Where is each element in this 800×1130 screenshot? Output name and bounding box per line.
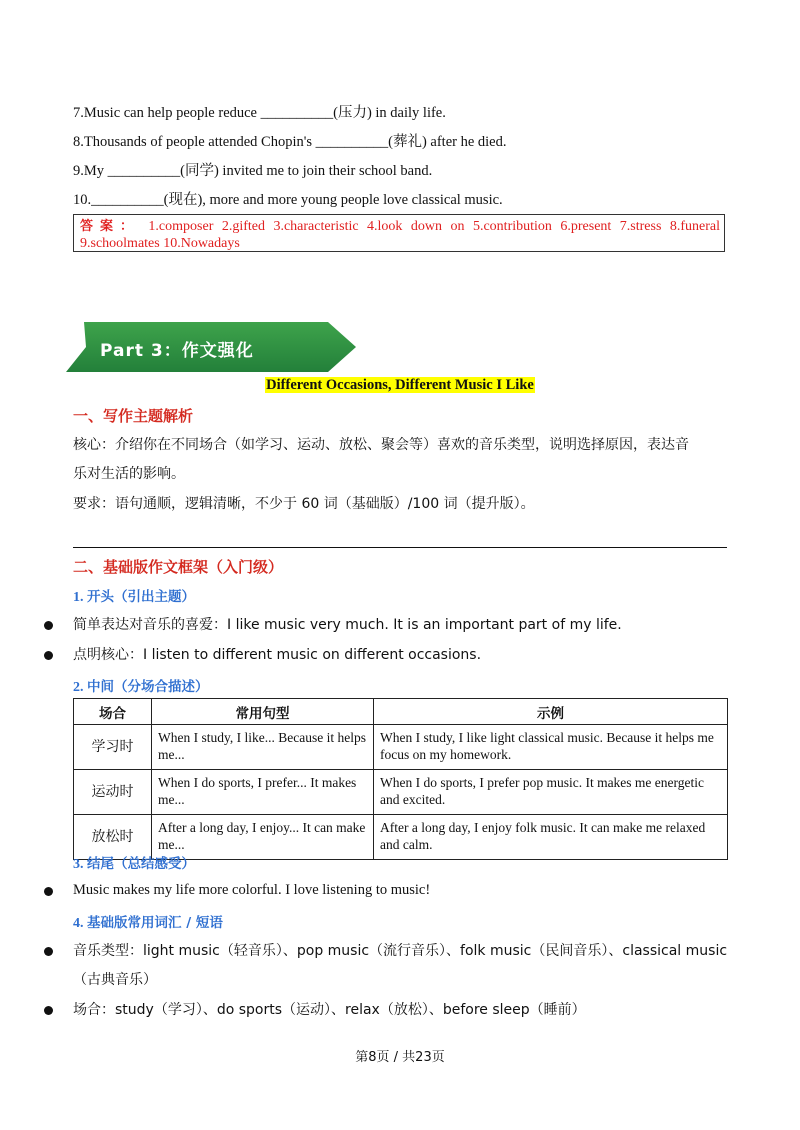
bullet-item-1-text: 简单表达对音乐的喜爱：I like music very much. It is an important part of my life.: [73, 617, 622, 633]
sub-heading-1: [73, 585, 195, 606]
table-header-example: 示例: [374, 699, 728, 725]
bullet-item-1: [73, 615, 622, 635]
table-cell-example: When I do sports, I prefer pop music. It makes me energetic and excited.: [374, 770, 728, 815]
core-line-2: 乐对生活的影响。: [73, 466, 185, 482]
table-cell-scene: 运动时: [74, 770, 152, 815]
core-line-1: 核心：介绍你在不同场合（如学习、运动、放松、聚会等）喜欢的音乐类型，说明选择原因，表达音: [73, 437, 689, 453]
bullet-dot: [44, 621, 53, 630]
table-cell-scene: 学习时: [74, 725, 152, 770]
bullet-dot: [44, 887, 53, 896]
essay-title-text: Different Occasions, Different Music I Like: [266, 377, 534, 393]
question-7: 7.Music can help people reduce __________(压力) in daily life.: [73, 105, 446, 121]
question-8: 8.Thousands of people attended Chopin's __________(葬礼) after he died.: [73, 134, 507, 150]
answer-content: [80, 218, 720, 252]
section1-heading: 一、写作主题解析: [73, 407, 194, 425]
section2-heading: 二、基础版作文框架（入门级）: [73, 558, 284, 576]
sub-heading-3-num: 3.: [73, 857, 84, 872]
bullet-item-2-text: 点明核心：I listen to different music on different occasions.: [73, 647, 482, 663]
sub-heading-4: [73, 911, 223, 932]
sub-heading-4-title: 基础版常用词汇 / 短语: [87, 915, 223, 931]
table-cell-pattern: When I do sports, I prefer... It makes me...: [152, 770, 374, 815]
table-cell-scene: 放松时: [74, 815, 152, 860]
table-cell-example: After a long day, I enjoy folk music. It can make me relaxed and calm.: [374, 815, 728, 860]
table-row: [74, 725, 728, 770]
answer-label: 答案：: [80, 219, 140, 234]
sub-heading-2-title: 中间（分场合描述）: [87, 679, 209, 695]
essay-title: [0, 376, 800, 394]
sub-heading-1-title: 开头（引出主题）: [87, 589, 195, 605]
table-cell-pattern: After a long day, I enjoy... It can make me...: [152, 815, 374, 860]
table-header-scene: 场合: [74, 699, 152, 725]
sub-heading-3-title: 结尾（总结感受）: [87, 856, 195, 872]
sub-heading-2: [73, 675, 209, 696]
sub-heading-2-num: 2.: [73, 680, 84, 695]
table-cell-pattern: When I study, I like... Because it helps me...: [152, 725, 374, 770]
question-10: 10.__________(现在), more and more young people love classical music.: [73, 192, 503, 208]
section-divider: [73, 547, 727, 548]
page-number: 第8页 / 共23页: [355, 1050, 445, 1065]
question-9: 9.My __________(同学) invited me to join their school band.: [73, 163, 433, 179]
bullet-item-2: [73, 645, 481, 665]
table-header-pattern: 常用句型: [152, 699, 374, 725]
vocab-line-1: 音乐类型：light music（轻音乐）、pop music（流行音乐）、folk music（民间音乐）、classical music: [73, 943, 728, 959]
table-row: [74, 770, 728, 815]
sub-heading-1-num: 1.: [73, 590, 84, 605]
table-cell-example: When I study, I like light classical music. Because it helps me focus on my homework.: [374, 725, 728, 770]
answer-text: 1.composer 2.gifted 3.characteristic 4.look down on 5.contribution 6.present 7.stress 8.funeral 9.schoolmates 10.Nowadays: [80, 219, 721, 251]
requirement-line: 要求：语句通顺，逻辑清晰，不少于 60 词（基础版）/100 词（提升版）。: [73, 496, 535, 512]
bullet-item-3: Music makes my life more colorful. I love listening to music!: [73, 882, 431, 898]
vocab-line-2: （古典音乐）: [73, 972, 157, 988]
vocab-line-3: 场合：study（学习）、do sports（运动）、relax（放松）、before sleep（睡前）: [73, 1002, 586, 1018]
sub-heading-3: [73, 852, 195, 873]
sub-heading-4-num: 4.: [73, 916, 84, 931]
bullet-dot: [44, 947, 53, 956]
part-banner-label: Part 3：作文强化: [100, 341, 254, 361]
bullet-dot: [44, 1006, 53, 1015]
bullet-dot: [44, 651, 53, 660]
answer-box: [73, 214, 725, 252]
table-header-row: [74, 699, 728, 725]
framework-table: [73, 698, 728, 860]
